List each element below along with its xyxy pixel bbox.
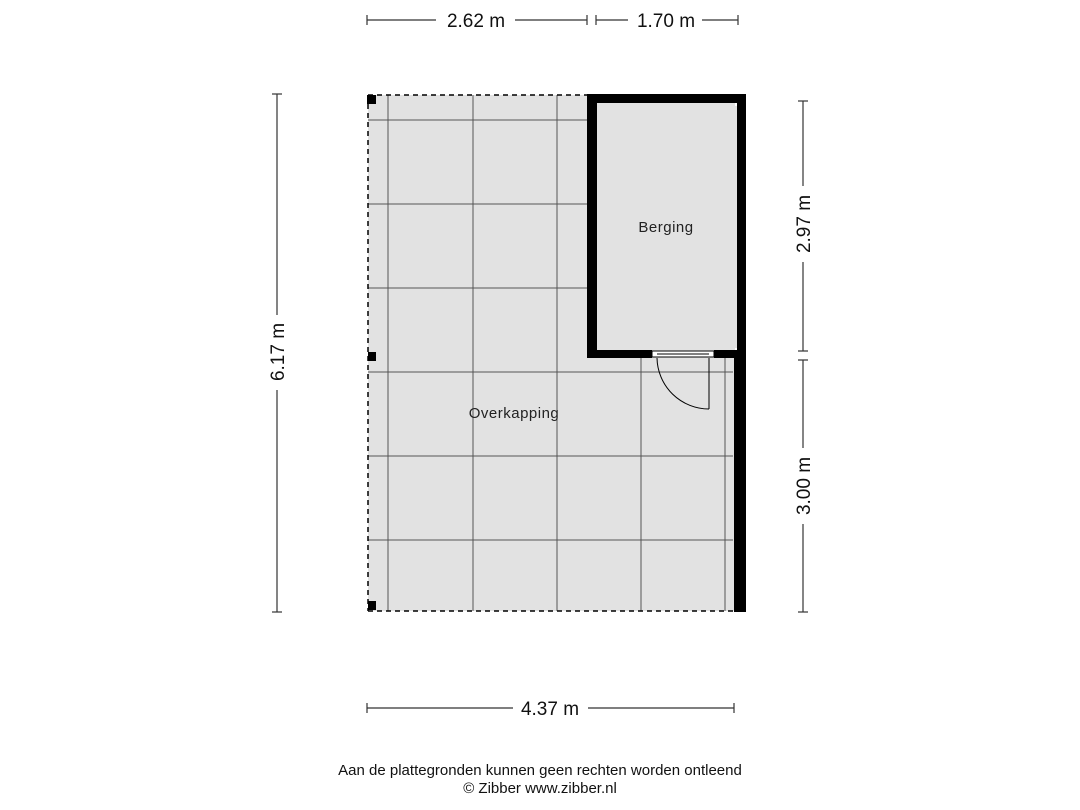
dim-right-lower: 3.00 m — [794, 456, 815, 516]
right-wall — [734, 356, 746, 612]
footer-credit: © Zibber www.zibber.nl — [463, 780, 617, 797]
post-bottom — [368, 601, 376, 610]
footer-disclaimer: Aan de plattegronden kunnen geen rechten worden ontleend — [338, 762, 742, 779]
dim-top-right: 1.70 m — [636, 11, 696, 32]
dim-left-total: 6.17 m — [268, 322, 289, 382]
post-middle — [368, 352, 376, 361]
footer — [0, 762, 1080, 798]
room-label-berging: Berging — [638, 219, 694, 236]
dim-bottom-total: 4.37 m — [520, 699, 580, 720]
dim-top-left: 2.62 m — [446, 11, 506, 32]
room-label-overkapping: Overkapping — [468, 405, 560, 422]
dim-right-upper: 2.97 m — [794, 194, 815, 254]
post-top — [367, 95, 376, 104]
